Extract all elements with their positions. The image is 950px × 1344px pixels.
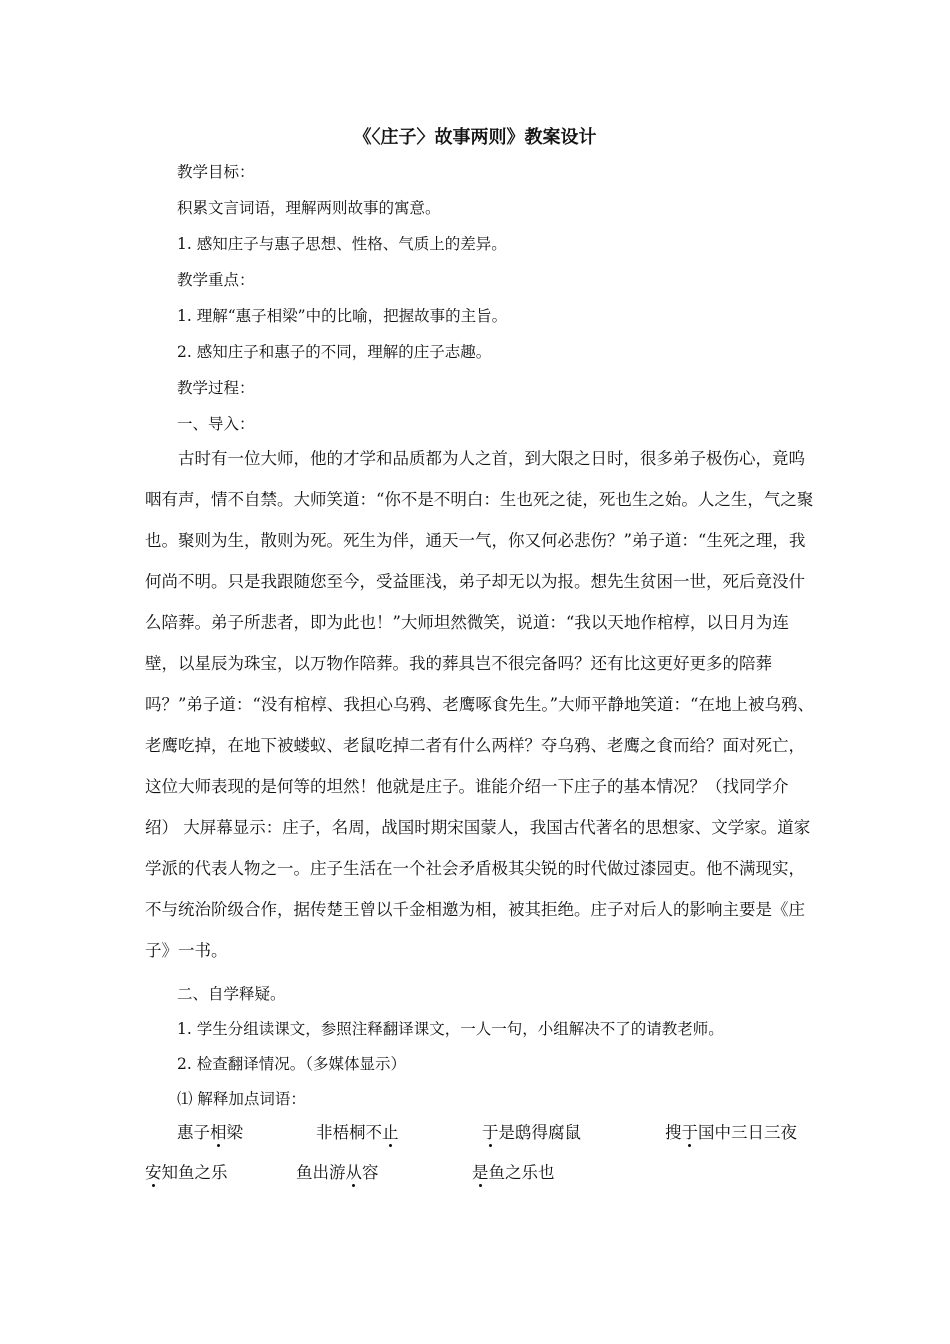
dotted-char: 于 — [681, 1123, 698, 1142]
intro-paragraph-text: 古时有一位大师，他的才学和品质都为人之首，到大限之日时，很多弟子极伤心，竟呜咽有声，情不自禁。大师笑道：“你不是不明白：生也死之徒，死也生之始。人之生，气之聚也。聚则为生，散则为死。死生为伴，通天一气，你又何必悲伤？”弟子道：“生死之理，我何尚不明。只是我跟随您至今，受益匪浅，弟子却无以为报。想先生贫困一世，死后竟没什么陪葬。弟子所悲者，即为此也！”大师坦然微笑，说道：“我以天地作棺椁，以日月为连壁，以星辰为珠宝，以万物作陪葬。我的葬具岂不很完备吗？还有比这更好更多的陪葬吗？”弟子道：“没有棺椁、我担心乌鸦、老鹰啄食先生。”大师平静地笑道：“在地上被乌鸦、老鹰吃掉，在地下被蝼蚁、老鼠吃掉二者有什么两样？夺乌鸦、老鹰之食而给？面对死亡，这位大师表现的是何等的坦然！他就是庄子。谁能介绍一下庄子的基本情况？（找同学介绍） 大屏幕显示：庄子，名周，战国时期宋国蒙人，我国古代著名的思想家、文学家。道家学派的代表人物之一。庄子生活在一个社会矛盾极其尖锐的时代做过漆园吏。他不满现实，不与统治阶级合作，据传楚王曾以千金相邀为相，被其拒绝。庄子对后人的影响主要是《庄子》一书。 — [145, 449, 814, 960]
vocab-item: 于是鸱得腐鼠 — [482, 1123, 581, 1142]
process-heading: 教学过程： — [177, 379, 255, 397]
vocab-item: 鱼出游从容 — [296, 1163, 379, 1182]
goal-item-1: 积累文言词语，理解两则故事的寓意。 — [177, 199, 441, 217]
goal-item-2: 1. 感知庄子与惠子思想、性格、气质上的差异。 — [177, 235, 507, 253]
goals-heading: 教学目标： — [177, 163, 255, 181]
dotted-char: 止 — [382, 1123, 399, 1142]
focus-item-2: 2. 感知庄子和惠子的不同，理解的庄子志趣。 — [177, 343, 492, 361]
dotted-char: 是 — [472, 1163, 489, 1182]
vocab-item: 搜于国中三日三夜 — [665, 1123, 797, 1142]
self-study-heading: 二、自学释疑。 — [177, 985, 286, 1003]
focus-item-1: 1. 理解“惠子相梁”中的比喻，把握故事的主旨。 — [177, 307, 508, 325]
dotted-char: 相 — [210, 1123, 227, 1142]
vocab-item: 惠子相梁 — [177, 1123, 243, 1142]
dotted-char: 安 — [145, 1163, 162, 1182]
step-item-3: ⑴ 解释加点词语： — [177, 1090, 306, 1108]
focus-heading: 教学重点： — [177, 271, 255, 289]
document-title: 《〈庄子〉故事两则》教案设计 — [353, 127, 597, 148]
vocab-item: 安知鱼之乐 — [145, 1163, 228, 1182]
vocab-item: 非梧桐不止 — [316, 1123, 399, 1142]
vocab-item: 是鱼之乐也 — [472, 1163, 555, 1182]
dotted-char: 从 — [345, 1163, 362, 1182]
intro-paragraph — [145, 438, 815, 971]
intro-heading: 一、导入： — [177, 415, 255, 433]
step-item-1: 1. 学生分组读课文，参照注释翻译课文，一人一句，小组解决不了的请教老师。 — [177, 1020, 724, 1038]
dotted-char: 于 — [482, 1123, 499, 1142]
step-item-2: 2. 检查翻译情况。（多媒体显示） — [177, 1055, 406, 1073]
